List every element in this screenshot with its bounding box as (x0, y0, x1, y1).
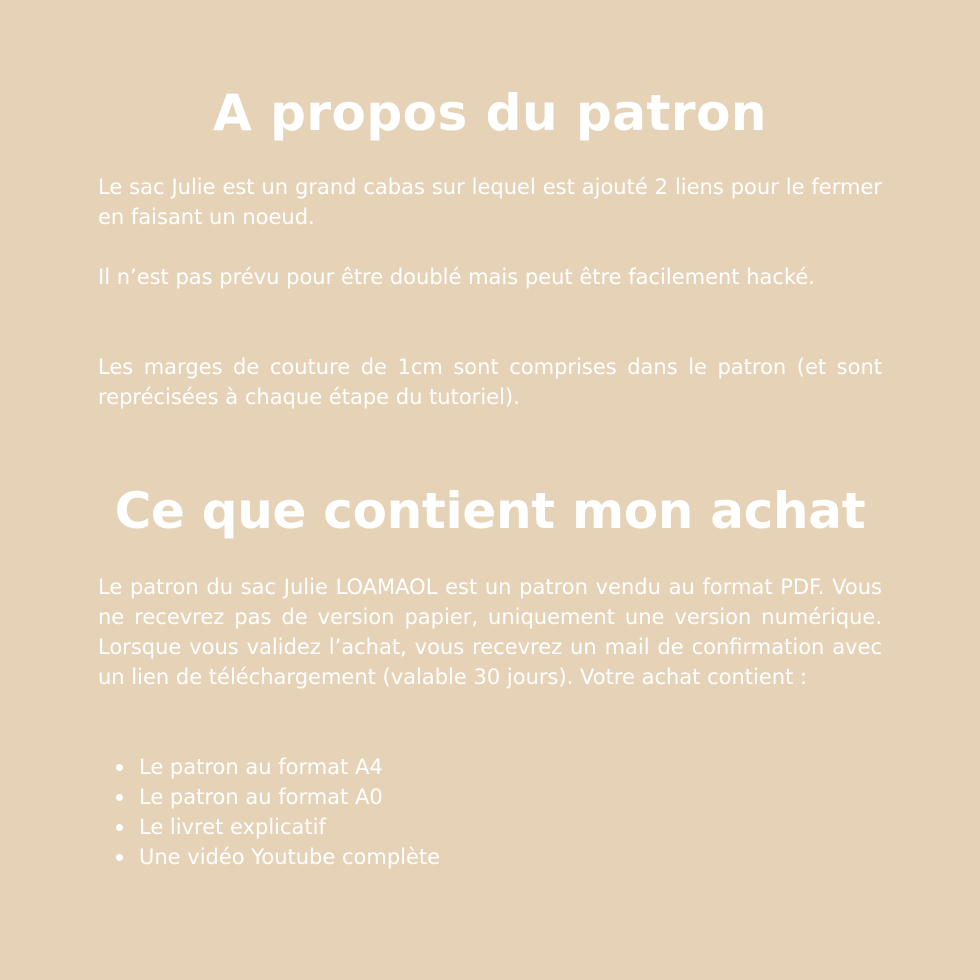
about-paragraph-1: Le sac Julie est un grand cabas sur lequel est ajouté 2 liens pour le fermer en faisant un noeud. (98, 175, 882, 229)
list-item-label: Une vidéo Youtube complète (139, 845, 441, 869)
list-item-label: Le patron au format A4 (139, 755, 383, 779)
about-pattern-title: A propos du patron (212, 84, 768, 142)
about-paragraph-2: Il n’est pas prévu pour être doublé mais peut être facilement hacké. (98, 265, 815, 289)
list-item (98, 842, 440, 872)
list-item-label: Le patron au format A0 (139, 785, 383, 809)
bullet-icon (116, 764, 123, 771)
purchase-description: Le patron du sac Julie LOAMAOL est un patron vendu au format PDF. Vous ne recevrez pas de version papier, uniquement une version numérique. Lorsque vous validez l’achat, vous recevrez un mail de confirmation avec un lien de téléchargement (valable 30 jours). Votre achat contient : (98, 575, 882, 689)
bullet-icon (116, 824, 123, 831)
list-item (98, 752, 440, 782)
list-item (98, 782, 440, 812)
purchase-contents-list (98, 752, 440, 872)
bullet-icon (116, 794, 123, 801)
purchase-contents-title: Ce que contient mon achat (114, 482, 866, 540)
about-paragraph-3: Les marges de couture de 1cm sont comprises dans le patron (et sont reprécisées à chaque étape du tutoriel). (98, 355, 882, 409)
list-item (98, 812, 440, 842)
list-item-label: Le livret explicatif (139, 815, 326, 839)
bullet-icon (116, 854, 123, 861)
